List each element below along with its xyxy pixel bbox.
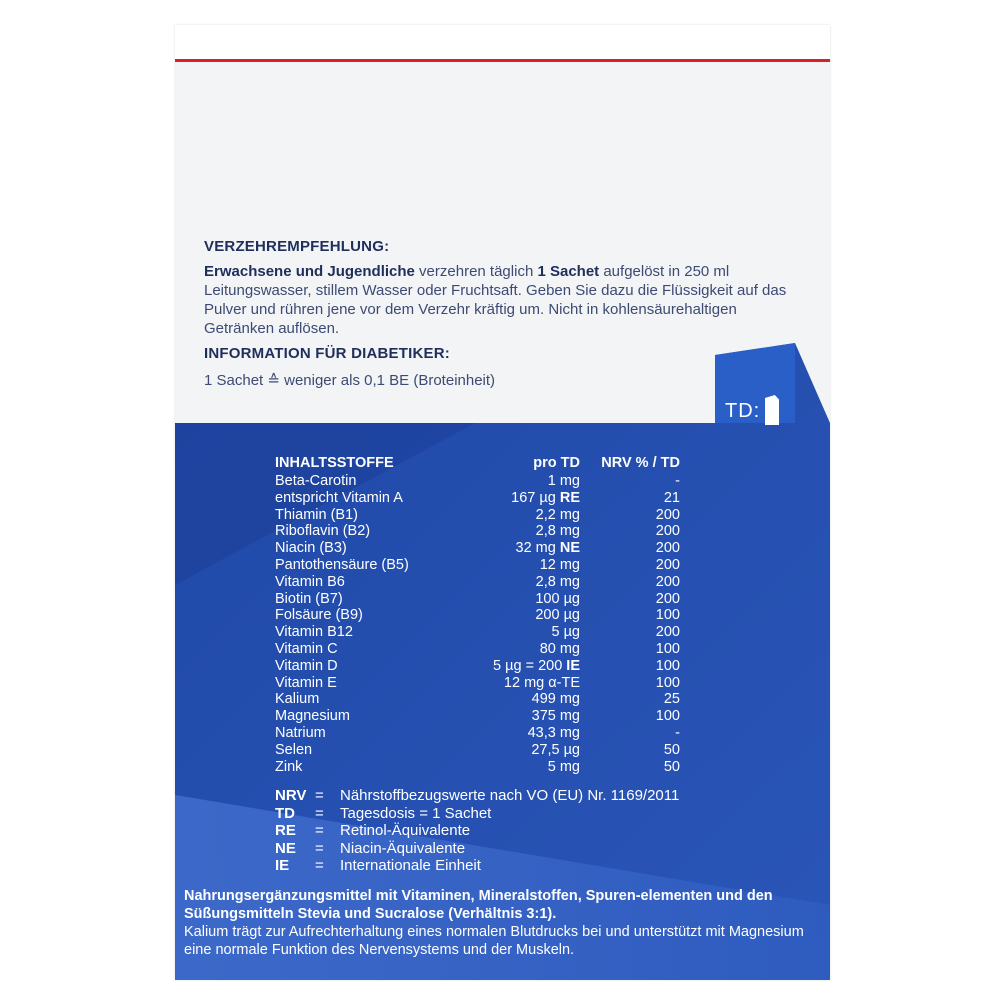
cell-per: 5 µg = 200 IE — [493, 657, 580, 674]
cell-per: 12 mg — [539, 556, 580, 573]
legend-value: Tagesdosis = 1 Sachet — [340, 804, 492, 822]
dosage-title: VERZEHREMPFEHLUNG: — [204, 238, 390, 255]
diabetic-text: 1 Sachet ≙ weniger als 0,1 BE (Broteinheit) — [204, 372, 496, 389]
cell-nrv: - — [675, 473, 680, 489]
cell-nrv: 200 — [655, 523, 680, 540]
cell-name: entspricht Vitamin A — [275, 489, 403, 506]
cell-per: 5 mg — [547, 758, 580, 775]
cell-nrv: 200 — [655, 540, 680, 557]
header-name: INHALTSSTOFFE — [275, 455, 394, 471]
cell-name: Vitamin B6 — [275, 573, 345, 590]
cell-name: Pantothensäure (B5) — [275, 556, 409, 573]
table-row — [275, 725, 695, 742]
cell-nrv: 50 — [663, 758, 680, 775]
cell-per: 1 mg — [547, 473, 580, 489]
cell-per: 100 µg — [535, 590, 580, 607]
cell-per: 2,8 mg — [535, 523, 580, 540]
legend-eq: = — [315, 839, 324, 857]
cell-per: 32 mg NE — [515, 540, 580, 557]
cell-per: 5 µg — [551, 624, 580, 641]
legend-key: NE — [275, 839, 296, 857]
cell-nrv: 200 — [655, 506, 680, 523]
cell-per: 499 mg — [531, 691, 580, 708]
legend-key: RE — [275, 822, 296, 839]
cell-name: Magnesium — [275, 708, 350, 725]
cell-nrv: 21 — [663, 489, 680, 506]
table-row — [275, 574, 695, 591]
cell-name: Thiamin (B1) — [275, 506, 358, 523]
table-row — [275, 473, 695, 490]
footer-text — [184, 887, 824, 959]
cell-name: Kalium — [275, 691, 320, 708]
cell-per: 2,8 mg — [535, 573, 580, 590]
table-row — [275, 607, 695, 624]
cell-name: Riboflavin (B2) — [275, 523, 371, 540]
legend-key: TD — [275, 804, 295, 822]
cell-per: 2,2 mg — [535, 506, 580, 523]
legend-eq: = — [315, 857, 324, 874]
cell-per: 167 µg RE — [511, 489, 580, 506]
dosage-bold-amount: 1 Sachet — [537, 263, 600, 280]
legend-eq: = — [315, 787, 324, 804]
table-header — [275, 453, 695, 473]
cell-name: Beta-Carotin — [275, 473, 357, 489]
cell-name: Niacin (B3) — [275, 540, 347, 557]
table-row — [275, 540, 695, 557]
legend-key: NRV — [275, 787, 307, 804]
footer-info: Kalium trägt zur Aufrechterhaltung eines normalen Blutdrucks bei und unterstützt mit Magnesium eine normale Funktion des Nervensystems und der Muskeln. — [184, 924, 804, 958]
dosage-text — [204, 262, 804, 338]
cell-per: 375 mg — [531, 708, 580, 725]
table-row — [275, 641, 695, 658]
cell-per: 27,5 µg — [531, 741, 580, 758]
cell-name: Vitamin D — [275, 657, 338, 674]
cell-nrv: - — [675, 724, 680, 741]
table-row — [275, 708, 695, 725]
footer-bold: Nahrungsergänzungsmittel mit Vitaminen, Mineralstoffen, Spuren-elementen und den Süßungsmitteln Stevia und Sucralose (Verhältnis 3:1). — [184, 888, 773, 922]
cell-nrv: 25 — [663, 691, 680, 708]
cell-per: 80 mg — [539, 640, 580, 657]
table-row — [275, 675, 695, 692]
td-badge-label: TD: — [725, 400, 761, 422]
legend-eq: = — [315, 822, 324, 839]
cell-nrv: 100 — [655, 607, 680, 624]
legend-value: Internationale Einheit — [340, 857, 481, 874]
cell-per: 43,3 mg — [527, 724, 580, 741]
cell-name: Folsäure (B9) — [275, 607, 363, 624]
legend-value: Retinol-Äquivalente — [340, 822, 471, 839]
nutrition-table — [275, 453, 695, 775]
table-row — [275, 742, 695, 759]
table-row — [275, 523, 695, 540]
table-row — [275, 507, 695, 524]
cell-nrv: 100 — [655, 640, 680, 657]
cell-nrv: 100 — [655, 674, 680, 691]
legend-value: Niacin-Äquivalente — [340, 839, 466, 857]
cell-nrv: 50 — [663, 741, 680, 758]
cell-name: Zink — [275, 758, 303, 775]
table-row — [275, 691, 695, 708]
table-row — [275, 490, 695, 507]
cell-nrv: 200 — [655, 573, 680, 590]
cell-name: Biotin (B7) — [275, 590, 343, 607]
legend-eq: = — [315, 804, 324, 822]
product-box-back — [175, 25, 830, 980]
dosage-text-b: aufgelöst in 250 ml Leitungswasser, stillem Wasser oder Fruchtsaft. Geben Sie dazu die Flüssigkeit auf das Pulver und rühren jene vor dem Verzehr kräftig um. Nicht in kohlensäurehaltigen Getränken auflösen. — [204, 263, 787, 337]
sachet-icon — [765, 395, 779, 425]
legend-value: Nährstoffbezugswerte nach VO (EU) Nr. 1169/2011 — [340, 787, 680, 804]
cell-nrv: 100 — [655, 657, 680, 674]
dosage-text-a: verzehren täglich — [414, 263, 538, 280]
header-nrv: NRV % / TD — [601, 455, 680, 471]
header-per: pro TD — [533, 455, 580, 471]
cell-nrv: 200 — [655, 624, 680, 641]
cell-nrv: 200 — [655, 556, 680, 573]
diabetic-title: INFORMATION FÜR DIABETIKER: — [204, 345, 450, 362]
table-row — [275, 591, 695, 608]
cell-name: Vitamin E — [275, 674, 337, 691]
legend-key: IE — [275, 857, 290, 874]
cell-name: Natrium — [275, 724, 326, 741]
cell-nrv: 200 — [655, 590, 680, 607]
cell-name: Vitamin C — [275, 640, 338, 657]
table-row — [275, 759, 695, 776]
cell-name: Vitamin B12 — [275, 624, 353, 641]
cell-name: Selen — [275, 741, 313, 758]
table-row — [275, 658, 695, 675]
cell-per: 200 µg — [535, 607, 580, 624]
cell-per: 12 mg α-TE — [503, 674, 580, 691]
table-row — [275, 624, 695, 641]
dosage-bold-lead: Erwachsene und Jugendliche — [204, 263, 415, 280]
cell-nrv: 100 — [655, 708, 680, 725]
table-row — [275, 557, 695, 574]
